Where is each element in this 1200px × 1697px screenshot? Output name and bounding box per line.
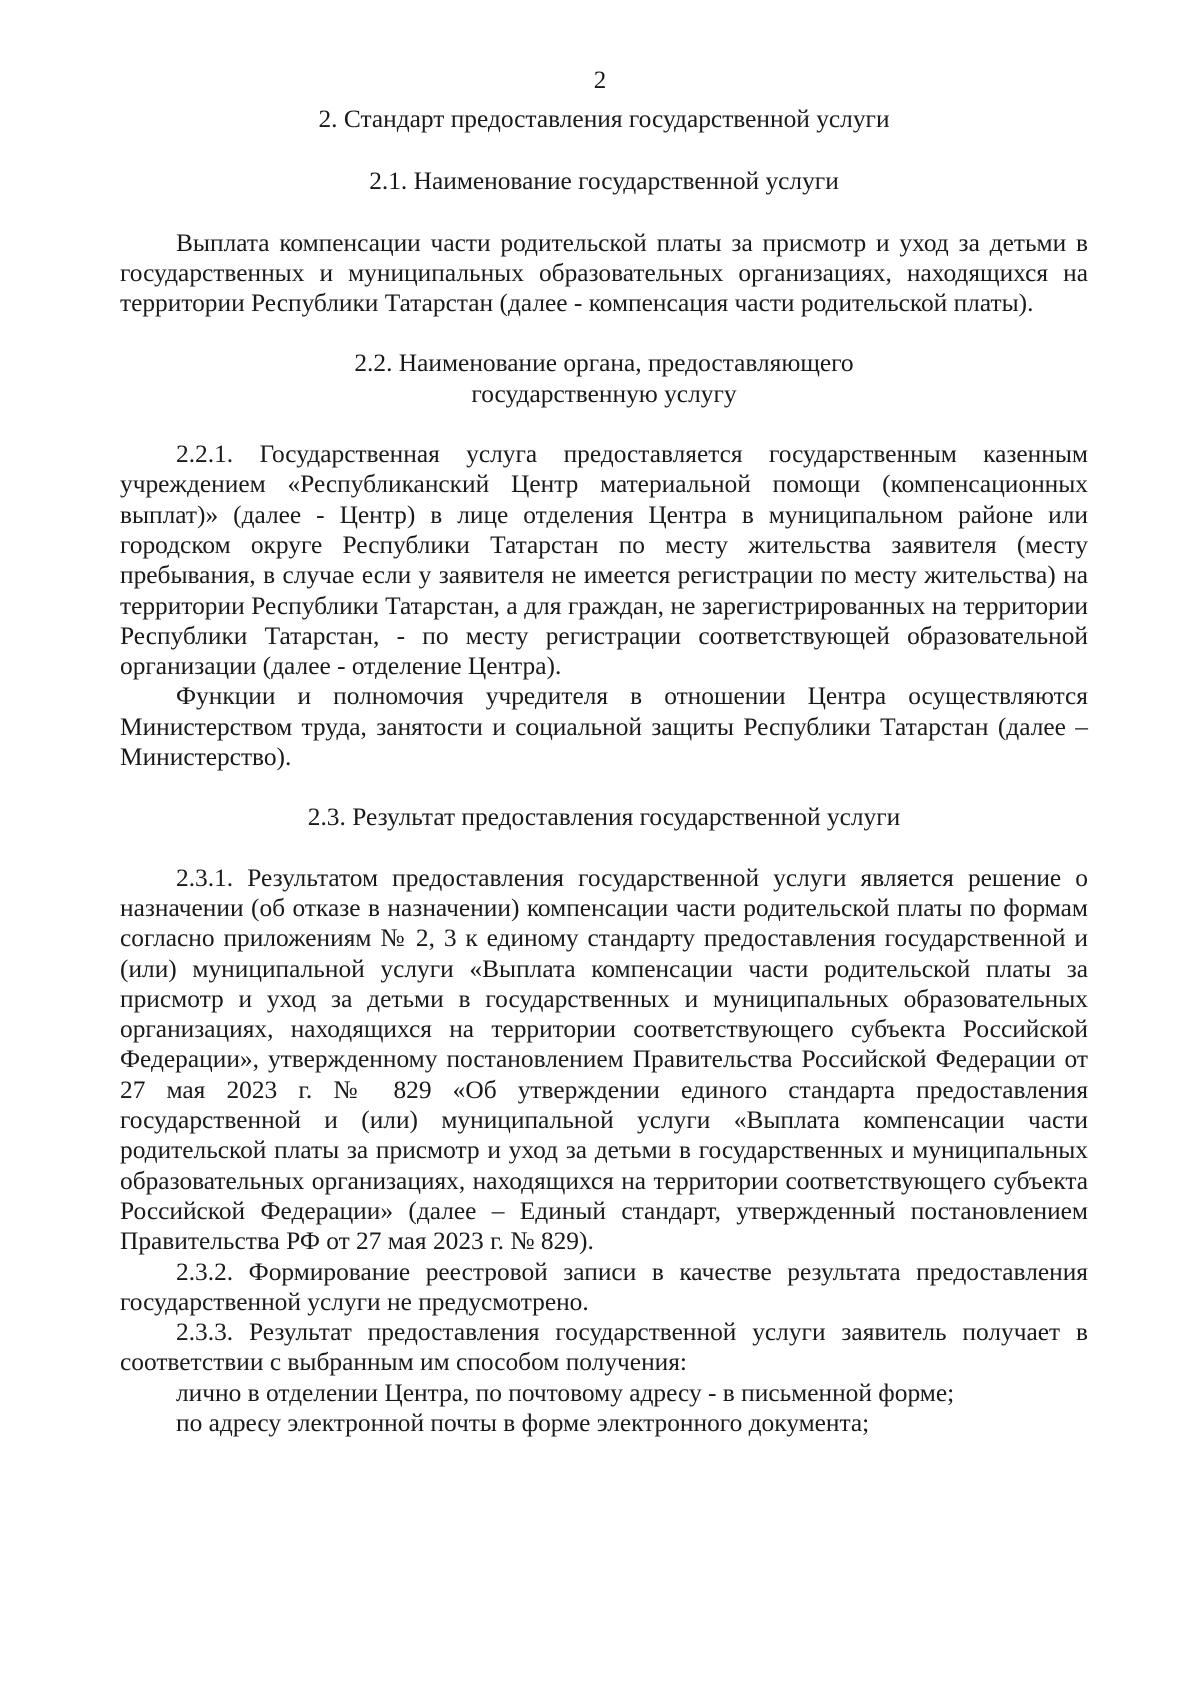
section-title: 2. Стандарт предоставления государственной услуги (318, 105, 890, 133)
paragraph-2-3-1: 2.3.1. Результатом предоставления государственной услуги является решение о назначении (об отказе в назначении) компенсации части родительской платы по формам согласно приложениям № 2, 3 к единому стандарту предоставления государственной и (или) муниципальной услуги «Выплата компенсации части родительской платы за присмотр и уход за детьми в государственных и муниципальных образовательных организациях, находящихся на территории соответствующего субъекта Российской Федерации», утвержденному постановлением Правительства Российской Федерации от 27 мая 2023 г. № 829 «Об утверждении единого стандарта предоставления государственной и (или) муниципальной услуги «Выплата компенсации части родительской платы за присмотр и уход за детьми в государственных и муниципальных образовательных организациях, находящихся на территории соответствующего субъекта Российской Федерации» (далее – Единый стандарт, утвержденный постановлением Правительства РФ от 27 мая 2023 г. № 829). (120, 863, 1088, 1256)
subsection-2-2-title-line1: 2.2. Наименование органа, предоставляющего (354, 349, 854, 378)
paragraph-2-3-3: 2.3.3. Результат предоставления государственной услуги заявитель получает в соответствии с выбранным им способом получения: (120, 1318, 1088, 1377)
paragraph-2-3-2: 2.3.2. Формирование реестровой записи в качестве результата предоставления государственной услуги не предусмотрено. (120, 1257, 1088, 1316)
page-number: 2 (593, 67, 607, 94)
subsection-2-2-title-line2: государственную услугу (471, 379, 737, 408)
document-body (120, 104, 1088, 1438)
subsection-2-3-title: 2.3. Результат предоставления государственной услуги (307, 803, 901, 832)
subsection-2-1-title: 2.1. Наименование государственной услуги (369, 167, 839, 196)
paragraph-2-2-1: 2.2.1. Государственная услуга предоставляется государственным казенным учреждением «Республиканский Центр материальной помощи (компенсационных выплат)» (далее - Центр) в лице отделения Центра в муниципальном районе или городском округе Республики Татарстан по месту жительства заявителя (месту пребывания, в случае если у заявителя не имеется регистрации по месту жительства) на территории Республики Татарстан, а для граждан, не зарегистрированных на территории Республики Татарстан, - по месту регистрации соответствующей образовательной организации (далее - отделение Центра). (120, 440, 1088, 681)
list-item-email: по адресу электронной почты в форме электронного документа; (176, 1408, 870, 1437)
paragraph-2-2-functions: Функции и полномочия учредителя в отношении Центра осуществляются Министерством труда, занятости и социальной защиты Республики Татарстан (далее – Министерство). (120, 682, 1088, 772)
list-item-in-person: лично в отделении Центра, по почтовому адресу - в письменной форме; (176, 1378, 955, 1407)
subsection-2-1-text: Выплата компенсации части родительской платы за присмотр и уход за детьми в государственных и муниципальных образовательных организациях, находящихся на территории Республики Татарстан (далее - компенсация части родительской платы). (120, 228, 1088, 318)
